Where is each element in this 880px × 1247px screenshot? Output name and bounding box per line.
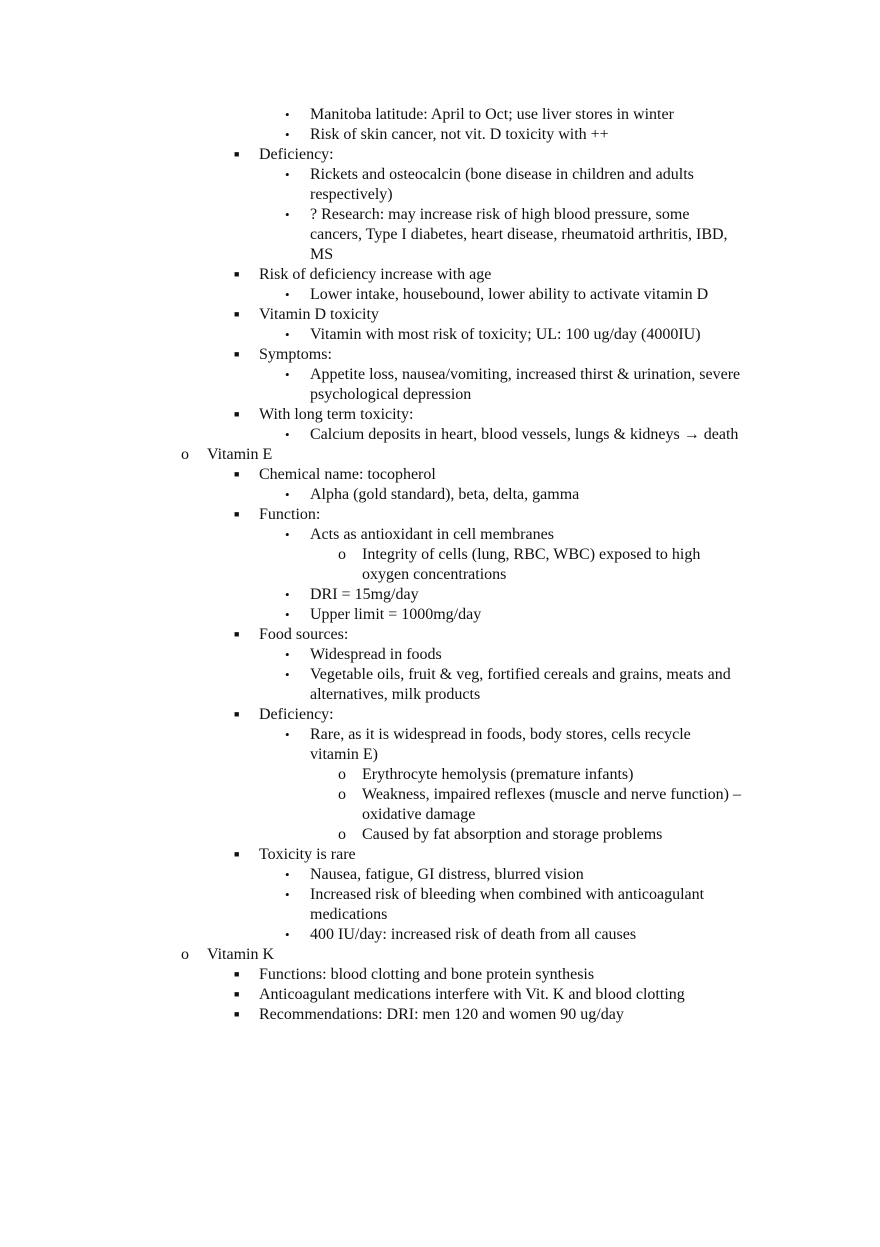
- outline-text: Function:: [259, 506, 321, 523]
- outline-text: alternatives, milk products: [310, 686, 481, 703]
- outline-text: Rare, as it is widespread in foods, body stores, cells recycle: [310, 726, 691, 743]
- outline-text: Vitamin with most risk of toxicity; UL: 100 ug/day (4000IU): [310, 326, 701, 343]
- outline-text: Recommendations: DRI: men 120 and women 90 ug/day: [259, 1006, 624, 1023]
- outline-line: [0, 245, 880, 265]
- circle-bullet-icon: o: [338, 546, 346, 563]
- outline-line: [0, 425, 880, 445]
- outline-line: [0, 265, 880, 285]
- outline-line: [0, 925, 880, 945]
- bullet-bullet-icon: •: [285, 427, 290, 442]
- outline-line: [0, 945, 880, 965]
- outline-text: Appetite loss, nausea/vomiting, increased thirst & urination, severe: [310, 366, 741, 383]
- outline-text: psychological depression: [310, 386, 472, 403]
- outline-text: Vitamin D toxicity: [259, 306, 379, 323]
- outline-line: [0, 785, 880, 805]
- bullet-bullet-icon: •: [285, 487, 290, 502]
- square-bullet-icon: ■: [234, 629, 240, 639]
- square-bullet-icon: ■: [234, 969, 240, 979]
- outline-line: [0, 345, 880, 365]
- outline-text: Anticoagulant medications interfere with Vit. K and blood clotting: [259, 986, 685, 1003]
- square-bullet-icon: ■: [234, 709, 240, 719]
- bullet-bullet-icon: •: [285, 107, 290, 122]
- outline-line: [0, 325, 880, 345]
- outline-text: oxygen concentrations: [362, 566, 507, 583]
- square-bullet-icon: ■: [234, 149, 240, 159]
- outline-line: [0, 705, 880, 725]
- outline-line: [0, 645, 880, 665]
- outline-line: [0, 225, 880, 245]
- outline-line: [0, 105, 880, 125]
- outline-text: Rickets and osteocalcin (bone disease in children and adults: [310, 166, 694, 183]
- outline-line: [0, 845, 880, 865]
- outline-text: respectively): [310, 186, 393, 203]
- outline-text: Toxicity is rare: [259, 846, 356, 863]
- outline-line: [0, 305, 880, 325]
- outline-line: [0, 365, 880, 385]
- outline-line: [0, 1005, 880, 1025]
- outline-text: MS: [310, 246, 334, 263]
- square-bullet-icon: ■: [234, 989, 240, 999]
- bullet-bullet-icon: •: [285, 587, 290, 602]
- outline-line: [0, 165, 880, 185]
- outline-line: [0, 585, 880, 605]
- outline-line: [0, 145, 880, 165]
- outline-text: Vegetable oils, fruit & veg, fortified cereals and grains, meats and: [310, 666, 731, 683]
- square-bullet-icon: ■: [234, 509, 240, 519]
- bullet-bullet-icon: •: [285, 607, 290, 622]
- square-bullet-icon: ■: [234, 409, 240, 419]
- outline-text: Weakness, impaired reflexes (muscle and nerve function) –: [362, 786, 742, 803]
- bullet-bullet-icon: •: [285, 327, 290, 342]
- bullet-bullet-icon: •: [285, 887, 290, 902]
- bullet-bullet-icon: •: [285, 727, 290, 742]
- outline-line: [0, 545, 880, 565]
- outline-line: [0, 565, 880, 585]
- outline-line: [0, 985, 880, 1005]
- outline-text: With long term toxicity:: [259, 406, 414, 423]
- outline-line: [0, 665, 880, 685]
- circle-bullet-icon: o: [338, 786, 346, 803]
- outline-line: [0, 125, 880, 145]
- outline-text: Alpha (gold standard), beta, delta, gamma: [310, 486, 580, 503]
- outline-line: [0, 905, 880, 925]
- bullet-bullet-icon: •: [285, 167, 290, 182]
- outline-line: [0, 885, 880, 905]
- outline-text: Risk of skin cancer, not vit. D toxicity with ++: [310, 126, 609, 143]
- outline-line: [0, 865, 880, 885]
- outline-text: Caused by fat absorption and storage problems: [362, 826, 663, 843]
- outline-text: Widespread in foods: [310, 646, 442, 663]
- outline-text: Manitoba latitude: April to Oct; use liver stores in winter: [310, 106, 674, 123]
- outline-text: Functions: blood clotting and bone protein synthesis: [259, 966, 595, 983]
- outline-text: Upper limit = 1000mg/day: [310, 606, 482, 623]
- square-bullet-icon: ■: [234, 309, 240, 319]
- outline-line: [0, 505, 880, 525]
- outline-text: Symptoms:: [259, 346, 332, 363]
- outline-line: [0, 625, 880, 645]
- bullet-bullet-icon: •: [285, 207, 290, 222]
- outline-text: cancers, Type I diabetes, heart disease, rheumatoid arthritis, IBD,: [310, 226, 728, 243]
- outline-line: [0, 965, 880, 985]
- circle-bullet-icon: o: [338, 766, 346, 783]
- outline-line: [0, 445, 880, 465]
- outline-text: Chemical name: tocopherol: [259, 466, 436, 483]
- outline-text: Risk of deficiency increase with age: [259, 266, 492, 283]
- outline-line: [0, 285, 880, 305]
- outline-text: Integrity of cells (lung, RBC, WBC) exposed to high: [362, 546, 701, 563]
- square-bullet-icon: ■: [234, 269, 240, 279]
- outline-text: DRI = 15mg/day: [310, 586, 419, 603]
- outline-line: [0, 805, 880, 825]
- outline-text: Calcium deposits in heart, blood vessels, lungs & kidneys → death: [310, 426, 739, 443]
- bullet-bullet-icon: •: [285, 127, 290, 142]
- bullet-bullet-icon: •: [285, 367, 290, 382]
- outline-text: Acts as antioxidant in cell membranes: [310, 526, 554, 543]
- outline-line: [0, 405, 880, 425]
- outline-line: [0, 185, 880, 205]
- bullet-bullet-icon: •: [285, 867, 290, 882]
- outline-text: Vitamin E: [207, 446, 273, 463]
- outline-line: [0, 385, 880, 405]
- outline-line: [0, 605, 880, 625]
- outline-line: [0, 465, 880, 485]
- outline-text: Lower intake, housebound, lower ability to activate vitamin D: [310, 286, 709, 303]
- outline-text: Increased risk of bleeding when combined with anticoagulant: [310, 886, 705, 903]
- outline-text: oxidative damage: [362, 806, 476, 823]
- outline-text: vitamin E): [310, 746, 378, 763]
- outline-text: medications: [310, 906, 388, 923]
- outline-line: [0, 825, 880, 845]
- square-bullet-icon: ■: [234, 349, 240, 359]
- bullet-bullet-icon: •: [285, 647, 290, 662]
- circle-bullet-icon: o: [181, 946, 189, 963]
- outline-text: ? Research: may increase risk of high blood pressure, some: [310, 206, 690, 223]
- bullet-bullet-icon: •: [285, 667, 290, 682]
- bullet-bullet-icon: •: [285, 287, 290, 302]
- outline-line: [0, 685, 880, 705]
- circle-bullet-icon: o: [338, 826, 346, 843]
- outline-line: [0, 485, 880, 505]
- bullet-bullet-icon: •: [285, 527, 290, 542]
- outline-text: Deficiency:: [259, 706, 334, 723]
- square-bullet-icon: ■: [234, 849, 240, 859]
- outline-text: Nausea, fatigue, GI distress, blurred vision: [310, 866, 584, 883]
- outline-line: [0, 205, 880, 225]
- outline-text: Vitamin K: [207, 946, 275, 963]
- square-bullet-icon: ■: [234, 1009, 240, 1019]
- outline-text: Deficiency:: [259, 146, 334, 163]
- outline-line: [0, 745, 880, 765]
- outline-line: [0, 525, 880, 545]
- bullet-bullet-icon: •: [285, 927, 290, 942]
- outline-text: Food sources:: [259, 626, 349, 643]
- outline-text: 400 IU/day: increased risk of death from all causes: [310, 926, 637, 943]
- outline-line: [0, 765, 880, 785]
- circle-bullet-icon: o: [181, 446, 189, 463]
- square-bullet-icon: ■: [234, 469, 240, 479]
- outline-line: [0, 725, 880, 745]
- outline-text: Erythrocyte hemolysis (premature infants): [362, 766, 634, 783]
